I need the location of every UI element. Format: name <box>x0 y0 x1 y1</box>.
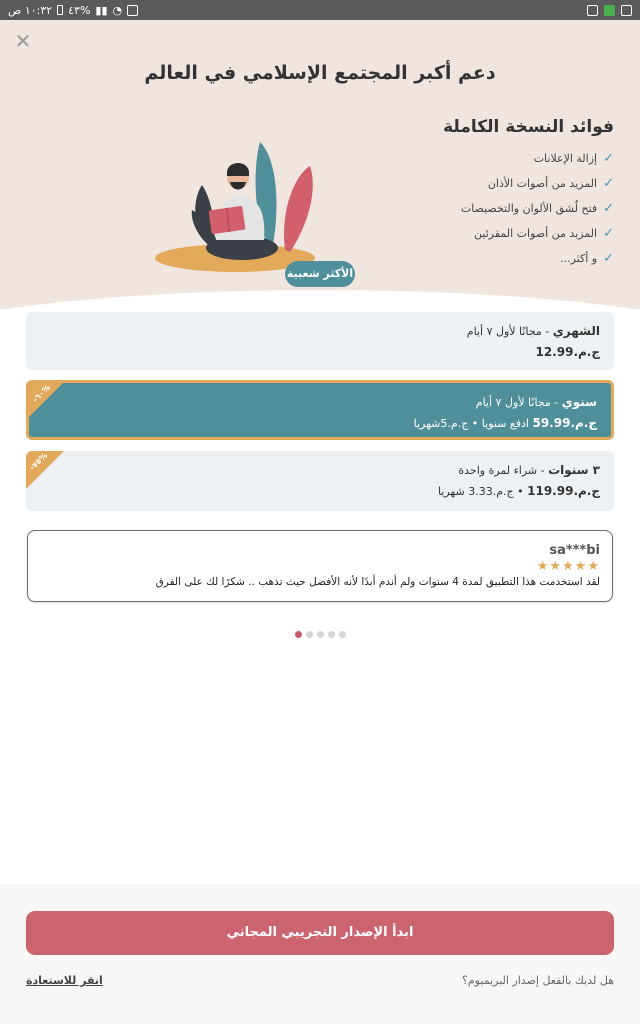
wifi-icon: ◔ <box>112 3 123 17</box>
page-title: دعم أكبر المجتمع الإسلامي في العالم <box>144 62 496 84</box>
plan-title <box>40 463 600 477</box>
popular-badge: الأكثر شعبية <box>285 261 355 287</box>
gallery-icon <box>621 5 632 16</box>
check-icon: ✓ <box>603 151 614 166</box>
plan-three-year[interactable] <box>26 451 614 511</box>
benefits-title: فوائد النسخة الكاملة <box>443 117 614 137</box>
app-notification-icon <box>604 5 615 16</box>
check-icon: ✓ <box>603 226 614 241</box>
plan-name: الشهري <box>552 324 600 338</box>
battery-level: ٤٣% <box>68 3 91 17</box>
discount-ribbon-label: -٦٠% <box>30 382 53 405</box>
carousel-dot[interactable] <box>317 631 324 638</box>
review-text: لقد استخدمت هذا التطبيق لمدة 4 سنوات ولم أندم أبدًا لأنه الأفضل حيث تذهب .. شكرًا لك على الفرق <box>155 576 600 588</box>
notification-icon <box>587 5 598 16</box>
status-bar <box>0 0 640 20</box>
carousel-indicator <box>0 631 640 638</box>
battery-icon <box>57 5 63 15</box>
have-premium-text: هل لديك بالفعل إصدار البريميوم؟ <box>462 974 614 987</box>
plan-price-line <box>40 484 600 498</box>
start-trial-button[interactable]: ابدأ الإصدار التجريبي المجاني <box>26 911 614 955</box>
plan-price-line <box>40 345 600 359</box>
carousel-dot[interactable] <box>295 631 302 638</box>
benefit-label: إزالة الإعلانات <box>533 152 598 165</box>
carousel-dot[interactable] <box>306 631 313 638</box>
carousel-dot[interactable] <box>328 631 335 638</box>
plan-price: ج.م.119.99 <box>527 484 600 498</box>
signal-icon: ▮▮ <box>95 3 108 17</box>
plan-price-line <box>43 416 597 430</box>
restore-link[interactable]: انقر للاستعادة <box>26 974 103 987</box>
benefit-label: المزيد من أصوات الأذان <box>487 177 598 190</box>
status-time: ١٠:٣٢ ص <box>8 3 53 17</box>
plan-trial: - شراء لمرة واحدة <box>458 464 549 477</box>
plan-trial: - مجانًا لأول ٧ أيام <box>466 325 553 338</box>
benefit-item <box>354 146 614 171</box>
reviewer-name: sa***bi <box>549 543 600 558</box>
plan-trial: - مجانًا لأول ٧ أيام <box>475 396 562 409</box>
plan-price-note: ادفع سنويا • ج.م.5شهريا <box>413 417 533 430</box>
plan-name: سنوي <box>561 395 597 409</box>
benefit-label: و أكثر... <box>560 252 598 265</box>
benefit-item <box>354 171 614 196</box>
status-right <box>587 5 632 16</box>
plan-yearly[interactable] <box>26 380 614 440</box>
benefit-item <box>354 196 614 221</box>
plan-title <box>43 395 597 409</box>
check-icon: ✓ <box>603 201 614 216</box>
benefit-item <box>354 221 614 246</box>
plan-price: ج.م.59.99 <box>532 416 597 430</box>
carousel-dot[interactable] <box>339 631 346 638</box>
plan-price-note: • ج.م.3.33 شهريا <box>437 485 528 498</box>
benefit-item <box>354 246 614 271</box>
star-rating: ★★★★★ <box>536 559 600 574</box>
check-icon: ✓ <box>603 251 614 266</box>
close-icon[interactable]: ✕ <box>14 29 32 53</box>
status-left <box>8 4 138 17</box>
discount-ribbon-label: -٧٥% <box>27 451 50 473</box>
benefit-label: المزيد من أصوات المقرئين <box>474 227 598 240</box>
review-card[interactable] <box>27 530 613 602</box>
plan-name: ٣ سنوات <box>548 463 600 477</box>
plan-title <box>40 324 600 338</box>
plan-monthly[interactable] <box>26 312 614 370</box>
check-icon: ✓ <box>603 176 614 191</box>
reading-man-illustration <box>150 130 330 280</box>
alarm-icon <box>127 5 138 16</box>
plan-price: ج.م.12.99 <box>535 345 600 359</box>
benefit-label: فتح لُشق الألوان والتخصيصات <box>460 202 598 215</box>
benefits-list <box>354 146 614 271</box>
